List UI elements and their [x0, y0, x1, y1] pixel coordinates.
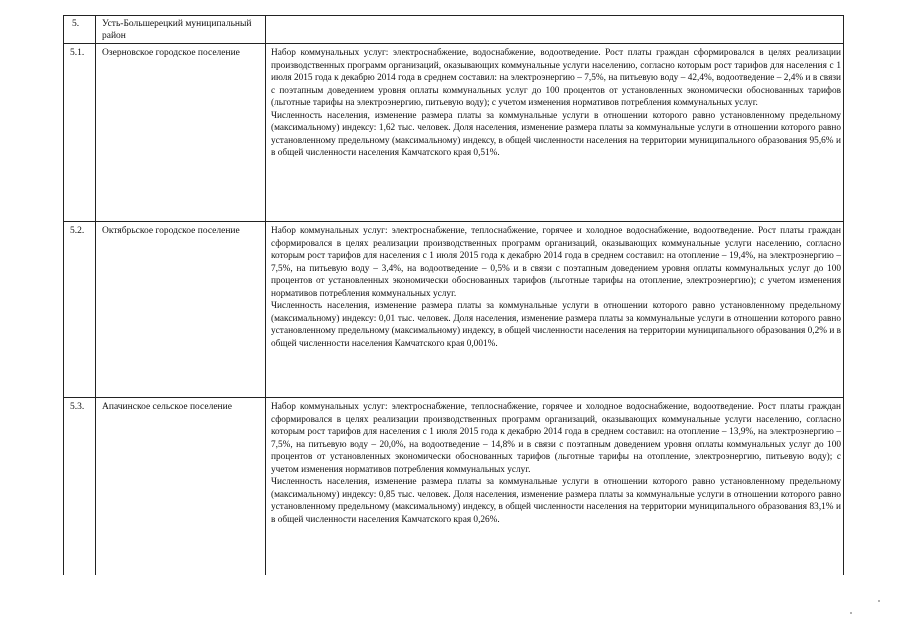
row-number: 5.2. — [70, 226, 85, 236]
scan-speck — [850, 612, 852, 614]
row-number: 5.1. — [70, 48, 85, 58]
row-divider-5-1 — [63, 221, 844, 222]
description-paragraph: Набор коммунальных услуг: электроснабжение, теплоснабжение, горячее и холодное водоснабжение, водоотведение. Рост платы граждан сформировался в целях реализации производственных программ организаций, оказывающих коммунальные услуги населению, согласно которым рост тарифов для населения с 1 июля 2015 года к декабрю 2014 года в среднем составил: на отопление – 19,4%, на электроэнергию – 7,5%, на питьевую воду – 3,4%, на водоотведение – 0,5% и в связи с поэтапным доведением уровня оплаты коммунальных услуг до 100 процентов от установленных экономически обоснованных тарифов (льготные тарифы на отопление, электроэнергию); с учетом изменения нормативов потребления коммунальных услуг. — [271, 226, 841, 299]
section-number: 5. — [72, 19, 80, 29]
description-paragraph: Набор коммунальных услуг: электроснабжение, водоснабжение, водоотведение. Рост платы граждан сформировался в целях реализации производственных программ организаций, оказывающих коммунальные услуги населению, согласно которым рост тарифов для населения с 1 июля 2015 года к декабрю 2014 года в среднем составил: на электроэнергию – 7,5%, на питьевую воду – 42,4%, водоотведение – 2,4% и в связи с поэтапным доведением уровня оплаты коммунальных услуг до 100 процентов от установленных экономически обоснованных тарифов (льготные тарифы на электроэнергию, питьевую воду); с учетом изменения нормативов потребления коммунальных услуг. — [271, 48, 841, 108]
row-settlement-name: Апачинское сельское поселение — [102, 402, 232, 412]
column-divider-number — [95, 15, 96, 575]
row-settlement-name: Озерновское городское поселение — [102, 48, 240, 58]
table-left-border — [63, 15, 64, 575]
row-divider-section — [63, 43, 844, 44]
description-paragraph: Численность населения, изменение размера платы за коммунальные услуги в отношении которого равно установленному предельному (максимальному) индексу: 0,85 тыс. человек. Доля населения, изменение размера платы за коммунальные услуги в отношении которого равно установленному предельному (максимальному) индексу, в общей численности населения на территории муниципального образования 83,1% и в общей численности населения Камчатского края 0,26%. — [271, 477, 841, 525]
column-divider-name — [265, 15, 266, 575]
row-description — [271, 47, 841, 160]
scan-speck — [878, 600, 880, 602]
table-right-border — [843, 15, 844, 575]
row-description — [271, 225, 841, 350]
section-name: Усть-Большерецкий муниципальный район — [102, 19, 252, 41]
description-paragraph: Численность населения, изменение размера платы за коммунальные услуги в отношении которого равно установленному предельному (максимальному) индексу: 0,01 тыс. человек. Доля населения, изменение размера платы за коммунальные услуги в отношении которого равно установленному предельному (максимальному) индексу, в общей численности населения на территории муниципального образования 0,2% и в общей численности населения Камчатского края 0,001%. — [271, 301, 842, 349]
table-top-border — [63, 15, 844, 16]
description-paragraph: Набор коммунальных услуг: электроснабжение, теплоснабжение, горячее и холодное водоснабжение, водоотведение. Рост платы граждан сформировался в целях реализации производственных программ организаций, оказывающих коммунальные услуги населению, согласно которым рост тарифов для населения с 1 июля 2015 года к декабрю 2014 года в среднем составил: на отопление – 13,9%, на электроэнергию – 7,5%, на питьевую воду – 20,0%, на водоотведение – 14,8% и в связи с поэтапным доведением уровня оплаты коммунальных услуг до 100 процентов от установленных экономически обоснованных тарифов (льготные тарифы на отопление, электроэнергию, питьевую воду); с учетом изменения нормативов потребления коммунальных услуг. — [271, 402, 841, 475]
row-settlement-name: Октябрьское городское поселение — [102, 226, 240, 236]
row-number: 5.3. — [70, 402, 85, 412]
row-divider-5-2 — [63, 397, 844, 398]
description-paragraph: Численность населения, изменение размера платы за коммунальные услуги в отношении которого равно установленному предельному (максимальному) индексу: 1,62 тыс. человек. Доля населения, изменение размера платы за коммунальные услуги в отношении которого равно установленному предельному (максимальному) индексу, в общей численности населения на территории муниципального образования 95,6% и в общей численности населения Камчатского края 0,51%. — [271, 110, 841, 158]
row-description — [271, 401, 841, 526]
